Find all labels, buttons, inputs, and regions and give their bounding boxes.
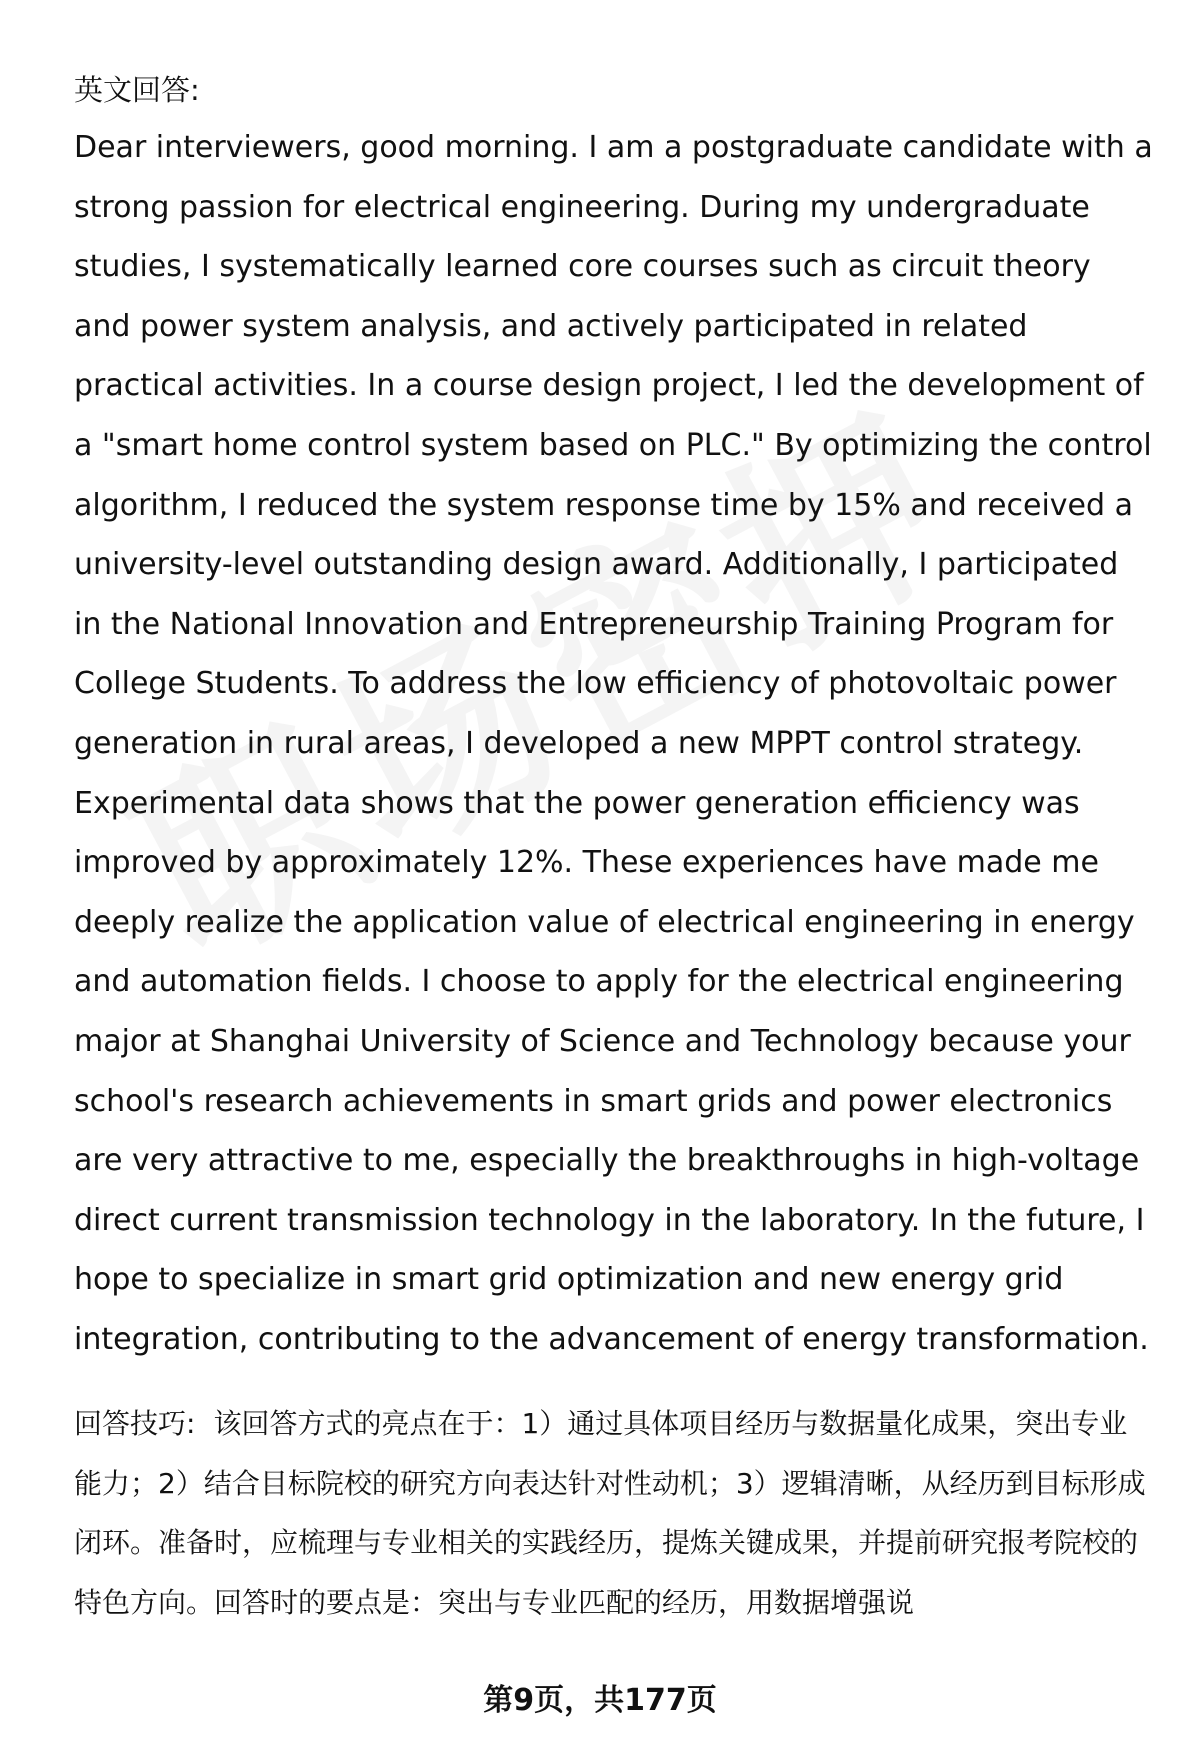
english-answer-paragraph: Dear interviewers, good morning. I am a postgraduate candidate with a strong passion for electrical engineering. During my undergraduate studies, I systematically learned core courses such as circuit theory and power system analysis, and actively participated in related practical activities. In a course design project, I led the development of a "smart home control system based on PLC." By optimizing the control algorithm, I reduced the system response time by 15% and received a university-level outstanding design award. Additionally, I participated in the National Innovation and Entrepreneurship Training Program for College Students. To address the low efficiency of photovoltaic power generation in rural areas, I developed a new MPPT control strategy. Experimental data shows that the power generation efficiency was improved by approximately 12%. These experiences have made me deeply realize the application value of electrical engineering in energy and automation fields. I choose to apply for the electrical engineering major at Shanghai University of Science and Technology because your school's research achievements in smart grids and power electronics are very attractive to me, especially the breakthroughs in high-voltage direct current transmission technology in the laboratory. In the future, I hope to specialize in smart grid optimization and new energy grid integration, contributing to the advancement of energy transformation.	[74, 130, 1153, 1357]
answer-tips-paragraph	[74, 1394, 1154, 1632]
tips-text: 该回答方式的亮点在于：1）通过具体项目经历与数据量化成果，突出专业能力；2）结合目标院校的研究方向表达针对性动机；3）逻辑清晰，从经历到目标形成闭环。准备时，应梳理与专业相关的实践经历，提炼关键成果，并提前研究报考院校的特色方向。回答时的要点是：突出与专业匹配的经历，用数据增强说	[74, 1407, 1146, 1619]
section-heading: 英文回答:	[74, 73, 200, 107]
tips-label: 回答技巧:	[74, 1407, 196, 1441]
document-body	[74, 62, 1154, 1632]
page-number: 第9页，共177页	[483, 1683, 717, 1718]
